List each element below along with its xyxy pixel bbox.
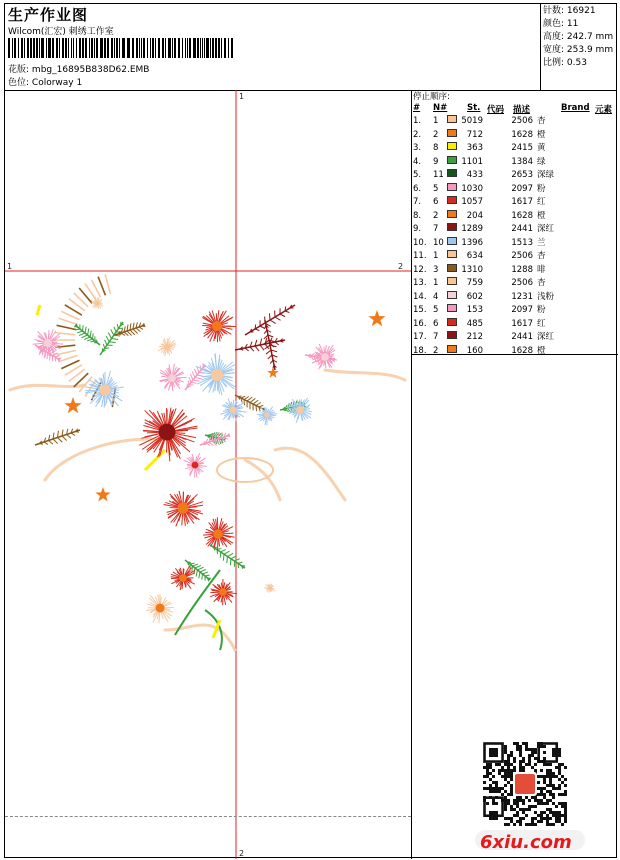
row-num: 13. — [413, 278, 427, 288]
stat-stitches: 针数: 16921 — [543, 6, 596, 16]
row-description: 橙 — [537, 210, 546, 221]
row-description: 红 — [537, 197, 546, 207]
page-title: 生产作业图 — [8, 6, 89, 24]
row-code: 1617 — [511, 318, 533, 329]
barcode — [8, 38, 236, 58]
row-stitches: 1057 — [461, 197, 483, 207]
table-row — [413, 277, 617, 291]
row-num: 1. — [413, 116, 422, 126]
red-flower — [164, 491, 203, 527]
color-swatch — [447, 129, 457, 137]
table-row — [413, 223, 617, 237]
row-code: 1384 — [511, 156, 533, 167]
colorway-line — [8, 75, 82, 88]
color-swatch — [447, 277, 457, 285]
stop-sequence-table — [413, 92, 617, 358]
dark-leaf — [235, 338, 285, 352]
wisp — [45, 439, 165, 480]
row-code: 1628 — [511, 129, 533, 140]
pink-flower — [184, 453, 207, 477]
row-num: 10. — [413, 237, 427, 248]
row-stitches: 759 — [466, 278, 483, 288]
color-swatch — [447, 196, 457, 204]
row-stitches: 433 — [466, 170, 483, 180]
row-code: 2441 — [511, 224, 533, 234]
orange-star — [267, 367, 278, 378]
orange-star — [368, 310, 385, 326]
color-swatch — [447, 250, 457, 258]
stat-scale: 比例: 0.53 — [543, 58, 587, 68]
colorway-name: Colorway 1 — [31, 78, 83, 88]
row-needle: 9 — [433, 156, 439, 167]
table-row — [413, 156, 617, 170]
table-row — [413, 183, 617, 197]
table-body — [413, 115, 617, 358]
col-brand: Brand — [561, 103, 590, 113]
table-row — [413, 129, 617, 143]
row-description: 红 — [537, 318, 546, 329]
row-description: 橙 — [537, 345, 546, 356]
red-flower — [171, 566, 195, 590]
color-swatch — [447, 115, 457, 123]
row-stitches: 1396 — [461, 237, 483, 248]
row-stitches: 160 — [466, 345, 483, 356]
row-num: 5. — [413, 170, 422, 180]
color-swatch — [447, 169, 457, 177]
row-description: 杏 — [537, 116, 546, 126]
color-swatch — [447, 223, 457, 231]
table-row — [413, 331, 617, 345]
table-row — [413, 250, 617, 264]
stats-panel — [540, 4, 618, 90]
table-row — [413, 304, 617, 318]
table-row — [413, 264, 617, 278]
dashed-boundary — [5, 816, 411, 817]
row-description: 深红 — [537, 224, 555, 234]
row-description: 橙 — [537, 129, 546, 140]
color-swatch — [447, 183, 457, 191]
col-element: 元素 — [595, 105, 613, 115]
row-num: 9. — [413, 224, 422, 234]
color-swatch — [447, 210, 457, 218]
design-file-name: mbg_16895B838D62.EMB — [31, 65, 150, 75]
leaf — [210, 545, 245, 569]
blue-flower — [85, 371, 124, 408]
row-stitches: 1310 — [461, 264, 483, 275]
red-flower — [202, 310, 236, 342]
row-num: 14. — [413, 291, 427, 302]
row-needle: 6 — [433, 197, 439, 207]
marker-top: 1 — [239, 92, 245, 101]
row-needle: 5 — [433, 183, 439, 194]
row-code: 2506 — [511, 116, 533, 126]
colorway-label: 色位: — [8, 78, 30, 88]
row-description: 浅粉 — [537, 291, 555, 302]
color-swatch — [447, 237, 457, 245]
row-description: 杏 — [537, 251, 546, 261]
peach-flower — [264, 584, 275, 593]
color-swatch — [447, 304, 457, 312]
row-description: 杏 — [537, 278, 546, 288]
red-flower — [139, 408, 197, 462]
design-file-label: 花版: — [8, 65, 30, 75]
red-flower — [203, 517, 235, 550]
table-row — [413, 115, 617, 129]
brown-leaf — [115, 322, 145, 335]
row-code: 2653 — [511, 170, 533, 180]
leaf — [100, 322, 124, 355]
row-code: 2097 — [511, 183, 533, 194]
watermark-logo: 6xiu.com — [480, 832, 572, 853]
row-description: 深绿 — [537, 170, 555, 180]
color-swatch — [447, 156, 457, 164]
row-stitches: 1030 — [461, 183, 483, 194]
wisp — [10, 385, 85, 390]
row-code: 1231 — [511, 291, 533, 302]
peach-flower — [91, 297, 103, 309]
row-needle: 11 — [433, 170, 444, 180]
row-stitches: 485 — [466, 318, 483, 329]
stat-height: 高度: 242.7 mm — [543, 32, 614, 42]
peach-flower — [146, 594, 173, 624]
stat-colors: 颜色: 11 — [543, 19, 579, 29]
row-num: 12. — [413, 264, 427, 275]
row-description: 粉 — [537, 183, 546, 194]
row-stitches: 712 — [466, 129, 483, 140]
design-file-line — [8, 62, 149, 75]
row-code: 1628 — [511, 210, 533, 221]
row-description: 兰 — [537, 237, 546, 248]
row-needle: 2 — [433, 345, 439, 356]
color-swatch — [447, 318, 457, 326]
peach-flower — [158, 338, 176, 357]
row-num: 7. — [413, 197, 422, 207]
row-needle: 8 — [433, 143, 439, 153]
row-code: 2097 — [511, 305, 533, 315]
col-stitches: St. — [467, 103, 481, 113]
table-row — [413, 169, 617, 183]
company-name: Wilcom(汇宏) 刺绣工作室 — [8, 27, 114, 37]
color-swatch — [447, 264, 457, 272]
row-stitches: 153 — [466, 305, 483, 315]
row-description: 粉 — [537, 305, 546, 315]
row-needle: 1 — [433, 251, 439, 261]
wisp — [165, 625, 235, 650]
table-row — [413, 210, 617, 224]
row-description: 黄 — [537, 143, 546, 153]
pink-flower — [159, 364, 186, 391]
color-swatch — [447, 291, 457, 299]
row-stitches: 212 — [466, 332, 483, 342]
table-row — [413, 142, 617, 156]
color-swatch — [447, 142, 457, 150]
row-num: 17. — [413, 332, 427, 342]
row-stitches: 1101 — [461, 156, 483, 167]
row-num: 15. — [413, 305, 427, 315]
row-needle: 7 — [433, 224, 439, 234]
wisp — [325, 370, 405, 380]
dark-leaf — [245, 305, 295, 335]
stat-width: 宽度: 253.9 mm — [543, 45, 614, 55]
row-code: 2441 — [511, 332, 533, 342]
embroidery-design-area — [5, 90, 411, 859]
row-needle: 5 — [433, 305, 439, 315]
row-num: 18. — [413, 345, 427, 356]
table-row — [413, 345, 617, 359]
stop-sequence-title: 停止顺序: — [413, 92, 450, 102]
yellow-bud — [145, 450, 165, 470]
row-needle: 6 — [433, 318, 439, 329]
floral-embroidery-art — [10, 274, 405, 650]
col-code: 代码 — [487, 105, 505, 115]
column-divider — [411, 90, 412, 859]
row-needle: 4 — [433, 291, 439, 302]
row-stitches: 363 — [466, 143, 483, 153]
row-stitches: 634 — [466, 251, 483, 261]
blue-flower — [287, 398, 312, 423]
table-row — [413, 196, 617, 210]
row-description: 绿 — [537, 156, 546, 167]
blue-flower — [196, 353, 236, 395]
row-num: 3. — [413, 143, 422, 153]
row-needle: 2 — [433, 210, 439, 221]
row-code: 2506 — [511, 251, 533, 261]
row-num: 6. — [413, 183, 422, 194]
table-row — [413, 291, 617, 305]
row-num: 11. — [413, 251, 427, 261]
table-row — [413, 318, 617, 332]
row-needle: 10 — [433, 237, 444, 248]
table-row — [413, 237, 617, 251]
row-needle: 2 — [433, 129, 439, 140]
row-stitches: 5019 — [461, 116, 483, 126]
yellow-bud — [37, 305, 40, 315]
red-flower — [210, 579, 237, 605]
row-stitches: 1289 — [461, 224, 483, 234]
marker-left: 1 — [7, 262, 13, 271]
col-needle: N# — [433, 103, 448, 113]
table-header — [413, 103, 617, 115]
color-swatch — [447, 331, 457, 339]
wisp — [275, 448, 345, 500]
row-code: 1513 — [511, 237, 533, 248]
row-needle: 1 — [433, 116, 439, 126]
row-code: 2506 — [511, 278, 533, 288]
row-num: 16. — [413, 318, 427, 329]
marker-bottom: 2 — [239, 849, 245, 858]
row-needle: 7 — [433, 332, 439, 342]
row-num: 4. — [413, 156, 422, 167]
row-stitches: 602 — [466, 291, 483, 302]
col-num: # — [413, 103, 421, 113]
orange-star — [64, 397, 81, 413]
row-code: 1617 — [511, 197, 533, 207]
row-code: 2415 — [511, 143, 533, 153]
row-stitches: 204 — [466, 210, 483, 221]
row-code: 1288 — [511, 264, 533, 275]
production-sheet — [4, 3, 617, 858]
row-needle: 1 — [433, 278, 439, 288]
color-swatch — [447, 345, 457, 353]
row-code: 1628 — [511, 345, 533, 356]
col-description: 描述 — [513, 105, 531, 115]
brown-leaf — [35, 429, 80, 445]
qr-code — [483, 742, 567, 826]
row-num: 2. — [413, 129, 422, 140]
orange-star — [95, 487, 110, 501]
row-num: 8. — [413, 210, 422, 221]
row-needle: 3 — [433, 264, 439, 275]
leaf — [74, 324, 100, 345]
marker-right: 2 — [398, 262, 404, 271]
row-description: 啡 — [537, 264, 546, 275]
row-description: 深红 — [537, 332, 555, 342]
